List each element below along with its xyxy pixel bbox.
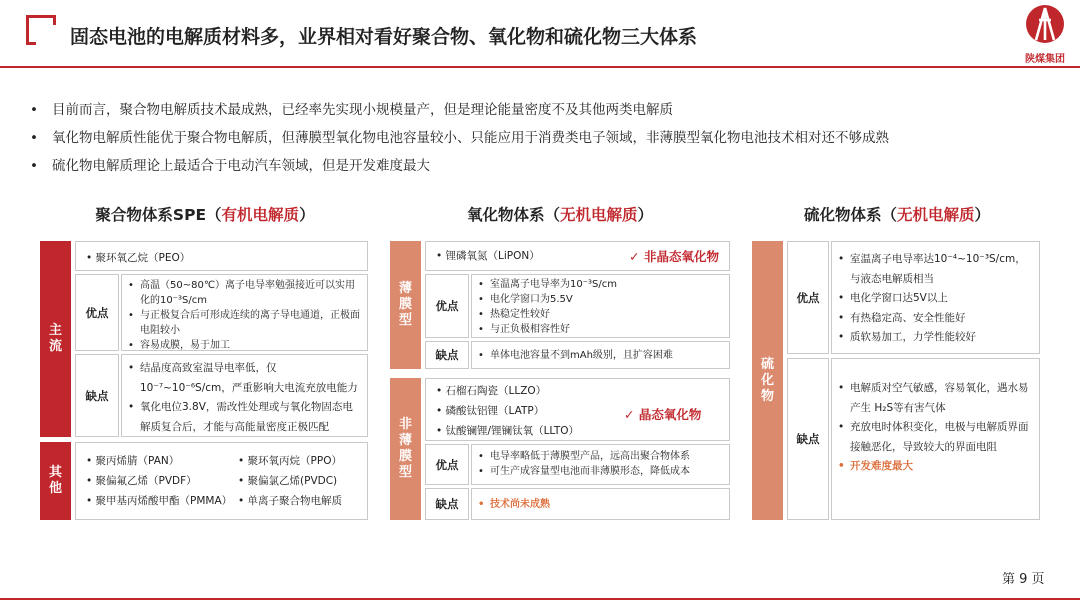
- sulfide-bar: 硫化物: [752, 241, 783, 520]
- polymer-dis-cell: [121, 354, 368, 437]
- list-item: • 聚环氧丙烷（PPO）: [238, 455, 342, 467]
- sulfide-adv-cell: [831, 241, 1040, 354]
- lipon-text: • 锂磷氧氮（LiPON）: [436, 249, 540, 262]
- list-item: • 电化学窗口达5V以上: [836, 289, 1035, 309]
- list-item: • 钛酸镧锂/锂镧钛氧（LLTO）: [436, 425, 580, 437]
- polymer-adv-cell: [121, 274, 368, 351]
- sulfide-dis-label: 缺点: [787, 358, 829, 520]
- amorphous-tag: ✓ 非晶态氧化物: [629, 249, 719, 264]
- list-item: • 聚偏氯乙烯(PVDC): [238, 475, 338, 487]
- bullet-item: • 氧化物电解质性能优于聚合物电解质，但薄膜型氧化物电池容量较小、只能应用于消费类电子领域，非薄膜型氧化物电池技术相对还不够成熟: [30, 124, 889, 152]
- polymer-other-bar: 其他: [40, 442, 71, 520]
- list-item: • 聚甲基丙烯酸甲酯（PMMA）: [86, 495, 233, 507]
- list-item: • 聚丙烯腈（PAN）: [86, 455, 180, 467]
- list-item: • 石榴石陶瓷（LLZO）: [436, 385, 547, 397]
- header-divider: [0, 66, 1080, 68]
- polymer-title: 聚合物体系SPE（有机电解质）: [95, 206, 315, 224]
- oxide-nonthin-bar: 非薄膜型: [390, 378, 421, 520]
- polymer-mainstream-bar: 主流: [40, 241, 71, 437]
- logo-icon: [1022, 4, 1068, 44]
- list-item: • 室温离子电导率为10⁻³S/cm: [476, 277, 725, 292]
- list-item: • 热稳定性较好: [476, 307, 725, 322]
- list-item: • 单体电池容量不到mAh级别，且扩容困难: [476, 348, 725, 363]
- list-item: • 电导率略低于薄膜型产品，远高出聚合物体系: [476, 449, 725, 464]
- polymer-adv-label: 优点: [75, 274, 119, 351]
- sulfide-dis-cell: [831, 358, 1040, 520]
- list-item: • 单离子聚合物电解质: [238, 495, 343, 507]
- oxide-thin-adv-label: 优点: [425, 274, 469, 338]
- oxide-nonthin-adv-label: 优点: [425, 444, 469, 485]
- list-item: • 可生产成容量型电池而非薄膜形态，降低成本: [476, 464, 725, 479]
- company-logo: [1020, 4, 1070, 64]
- list-item: • 容易成膜，易于加工: [126, 338, 363, 353]
- list-item: • 电解质对空气敏感，容易氧化，遇水易产生 H₂S等有害气体: [836, 379, 1035, 418]
- list-item: • 开发难度最大: [836, 457, 1035, 477]
- sulfide-title: 硫化物体系（无机电解质）: [803, 206, 991, 224]
- page-title: 固态电池的电解质材料多，业界相对看好聚合物、氧化物和硫化物三大体系: [70, 26, 698, 48]
- list-item: • 技术尚未成熟: [476, 497, 725, 512]
- bullet-item: • 硫化物电解质理论上最适合于电动汽车领域，但是开发难度最大: [30, 152, 889, 180]
- sulfide-adv-label: 优点: [787, 241, 829, 354]
- page-number: 第 9 页: [1002, 572, 1045, 587]
- oxide-title: 氧化物体系（无机电解质）: [466, 206, 654, 224]
- oxide-nonthin-dis-label: 缺点: [425, 488, 469, 520]
- list-item: • 有热稳定高、安全性能好: [836, 309, 1035, 329]
- list-item: • 电化学窗口为5.5V: [476, 292, 725, 307]
- lipon-cell: [425, 241, 730, 271]
- list-item: • 质软易加工，力学性能较好: [836, 328, 1035, 348]
- logo-text: 陕煤集团: [1025, 54, 1065, 65]
- bullet-item: • 目前而言，聚合物电解质技术最成熟，已经率先实现小规模量产，但是理论能量密度不及其他两类电解质: [30, 96, 889, 124]
- oxide-thin-dis-cell: [471, 341, 730, 369]
- oxide-thin-dis-label: 缺点: [425, 341, 469, 369]
- list-item: • 氧化电位3.8V，需改性处理或与氧化物固态电解质复合后，才能与高能量密度正极匹配: [126, 398, 363, 437]
- oxide-thin-adv-cell: [471, 274, 730, 338]
- peo-cell: • 聚环氧乙烷（PEO）: [75, 241, 368, 271]
- crystalline-tag: ✓ 晶态氧化物: [624, 407, 702, 422]
- footer-line: [0, 598, 1080, 600]
- list-item: • 与正负极相容性好: [476, 322, 725, 337]
- polymer-dis-label: 缺点: [75, 354, 119, 437]
- oxide-nonthin-dis-cell: [471, 488, 730, 520]
- polymer-others-cell: [75, 442, 368, 520]
- oxide-nonthin-adv-cell: [471, 444, 730, 485]
- list-item: • 充放电时体积变化，电极与电解质界面接触恶化，导致较大的界面电阻: [836, 418, 1035, 457]
- list-item: • 室温离子电导率达10⁻⁴~10⁻³S/cm，与液态电解质相当: [836, 250, 1035, 289]
- list-item: • 聚偏氟乙烯（PVDF）: [86, 475, 197, 487]
- oxide-thin-bar: 薄膜型: [390, 241, 421, 369]
- list-item: • 高温（50~80℃）离子电导率勉强接近可以实用化的10⁻³S/cm: [126, 278, 363, 308]
- list-item: • 与正极复合后可形成连续的离子导电通道，正极面电阻较小: [126, 308, 363, 338]
- summary-bullets: [30, 96, 889, 180]
- list-item: • 磷酸钛铝锂（LATP）: [436, 405, 545, 417]
- title-decoration-mask: [36, 25, 58, 47]
- oxide-types-cell: [425, 378, 730, 441]
- list-item: • 结晶度高致室温导电率低，仅10⁻⁷~10⁻⁶S/cm，严重影响大电流充放电能力: [126, 359, 363, 398]
